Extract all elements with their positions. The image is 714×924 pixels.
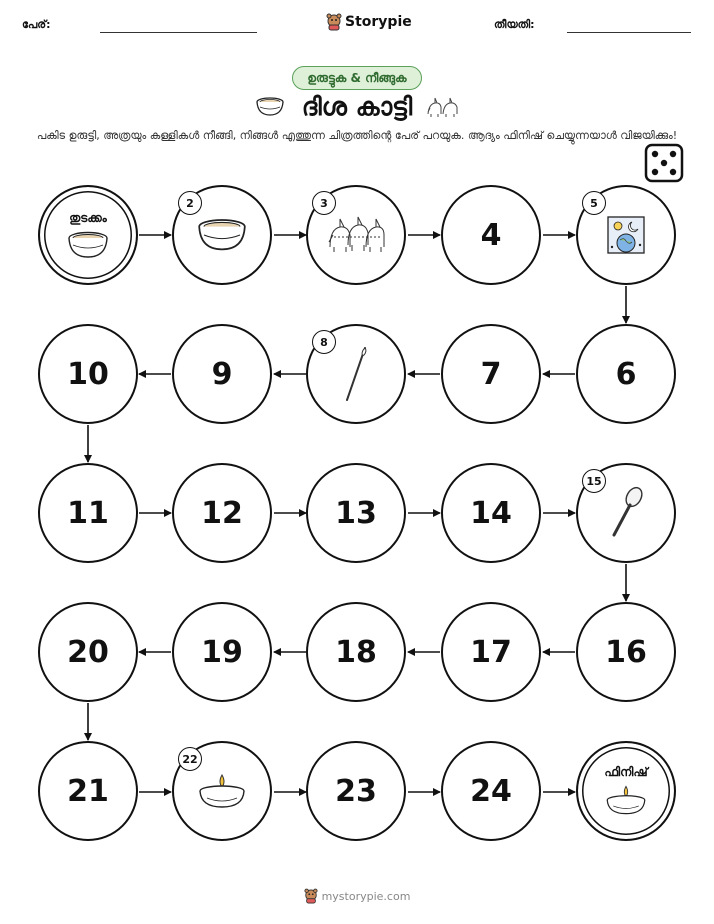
storypie-mascot-icon [304,888,318,904]
elephant-procession-icon [326,215,386,255]
cell-number: 10 [67,356,109,392]
cell-number: 21 [67,773,109,809]
cell-14 [441,463,541,563]
cell-number: 7 [480,356,502,392]
cell-number: 12 [201,495,243,531]
bowl-icon [66,230,110,260]
cell-badge-15: 15 [582,469,606,493]
date-label: തീയതി: [494,18,535,31]
cell-20 [38,602,138,702]
start-cell [38,185,138,285]
cell-number: 11 [67,495,109,531]
oil-lamp-icon [603,782,649,818]
oil-lamp-icon [195,771,249,811]
cell-number: 17 [470,634,512,670]
cell-12 [172,463,272,563]
cell-number: 14 [470,495,512,531]
cell-number: 9 [211,356,233,392]
finish-cell [576,741,676,841]
brand-name: Storypie [345,14,412,30]
cell-number: 20 [67,634,109,670]
spoon-icon [606,485,646,541]
cell-23 [306,741,406,841]
cell-badge-3: 3 [312,191,336,215]
cell-badge-2: 2 [178,191,202,215]
cell-number: 23 [335,773,377,809]
cell-19 [172,602,272,702]
cell-number: 18 [335,634,377,670]
name-label: പേര്: [22,18,51,31]
cell-number: 13 [335,495,377,531]
cell-number: 19 [201,634,243,670]
cell-badge-8: 8 [312,330,336,354]
needle-icon [341,344,371,404]
cell-7 [441,324,541,424]
page-title: ദിശ കാട്ടി [301,92,413,121]
start-label: തുടക്കം [69,210,107,225]
cell-number: 4 [480,217,502,253]
instructions: പകിട ഉരുട്ടി, അത്രയും കള്ളികൾ നീങ്ങി, നിങ്ങൾ എത്തുന്ന ചിത്രത്തിന്റെ പേര് പറയുക. ആദ്യം ഫിനിഷ് ചെയ്യുന്നയാൾ വിജയിക്കും! [36,129,678,142]
cell-18 [306,602,406,702]
cell-24 [441,741,541,841]
cell-number: 16 [605,634,647,670]
cell-badge-22: 22 [178,747,202,771]
day-night-globe-icon [606,215,646,255]
cell-badge-5: 5 [582,191,606,215]
footer-url[interactable]: mystorypie.com [321,889,411,903]
cell-number: 6 [615,356,637,392]
footer [0,888,714,904]
cell-21 [38,741,138,841]
cell-10 [38,324,138,424]
cell-17 [441,602,541,702]
cell-9 [172,324,272,424]
cell-4 [441,185,541,285]
cell-number: 24 [470,773,512,809]
roll-and-move-badge: ഉരുട്ടുക & നീങ്ങുക [292,66,422,90]
cell-13 [306,463,406,563]
cell-11 [38,463,138,563]
cell-6 [576,324,676,424]
cell-16 [576,602,676,702]
finish-label: ഫിനിഷ് [604,764,648,779]
bowl-icon [195,217,249,253]
